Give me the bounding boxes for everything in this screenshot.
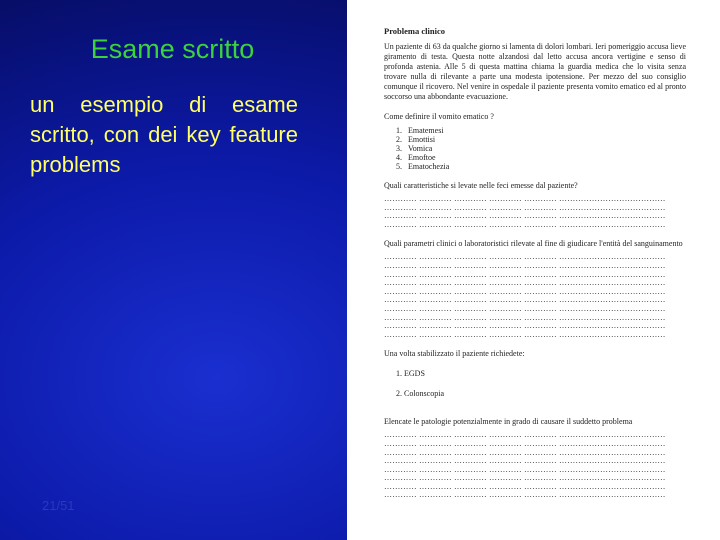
answer-line: ………… ………… ………… ………… ………… …………………………………: [384, 474, 666, 483]
answer-lines-5: [384, 431, 686, 500]
answer-line: ………… ………… ………… ………… ………… …………………………………: [384, 465, 666, 474]
question-4-option: 2. Colonscopia: [396, 389, 444, 399]
answer-line: ………… ………… ………… ………… ………… …………………………………: [384, 313, 666, 322]
page-number: 21/51: [42, 498, 75, 513]
answer-line: ………… ………… ………… ………… ………… …………………………………: [384, 431, 666, 440]
answer-line: ………… ………… ………… ………… ………… …………………………………: [384, 322, 666, 331]
question-2: Quali caratteristiche si levate nelle feci emesse dal paziente?: [384, 181, 578, 190]
option-item: 3. Vomica: [404, 144, 686, 153]
answer-line: ………… ………… ………… ………… ………… …………………………………: [384, 457, 666, 466]
question-5: Elencate le patologie potenzialmente in grado di causare il suddetto problema: [384, 417, 633, 427]
option-item: 2. Emottisi: [404, 135, 686, 144]
answer-line: ………… ………… ………… ………… ………… …………………………………: [384, 287, 666, 296]
answer-line: ………… ………… ………… ………… ………… …………………………………: [384, 261, 666, 270]
answer-line: ………… ………… ………… ………… ………… …………………………………: [384, 270, 666, 279]
answer-lines-2: [384, 195, 686, 229]
answer-line: ………… ………… ………… ………… ………… …………………………………: [384, 491, 666, 500]
option-item: 1. Ematemesi: [404, 126, 686, 135]
answer-line: ………… ………… ………… ………… ………… …………………………………: [384, 195, 666, 203]
question-4-option: 1. EGDS: [396, 369, 425, 379]
slide-title: Esame scritto: [90, 34, 255, 64]
case-description: Un paziente di 63 da qualche giorno si lamenta di dolori lombari. Ieri pomeriggio accusa lieve giramento di testa. Questa notte alzandosi dal letto accusa ancora vertigine e senso di profonda astenia. Alle 5 di questa mattina chiama la guardia medica che lo visita senza trovare nulla di rilevante a parte una modesta ipotensione. Per mezzo del suo consiglio comunque il ricovero. Nel venire in ospedale il paziente presenta vomito ematico ed al pronto soccorso una abbondante evacuazione.: [384, 42, 686, 101]
exam-document-image: [347, 0, 720, 540]
answer-line: ………… ………… ………… ………… ………… …………………………………: [384, 220, 666, 229]
question-1-options: [384, 126, 686, 171]
question-1: Come definire il vomito ematico ?: [384, 112, 494, 121]
answer-line: ………… ………… ………… ………… ………… …………………………………: [384, 212, 666, 221]
document-heading: Problema clinico: [384, 26, 445, 36]
exam-document-content: [384, 26, 686, 500]
answer-lines-3: [384, 253, 686, 339]
slide-subtitle: un esempio di esame scritto, con dei key feature problems: [30, 92, 298, 177]
question-4: Una volta stabilizzato il paziente richiedete:: [384, 349, 525, 359]
answer-line: ………… ………… ………… ………… ………… …………………………………: [384, 296, 666, 305]
answer-line: ………… ………… ………… ………… ………… …………………………………: [384, 253, 666, 262]
answer-line: ………… ………… ………… ………… ………… …………………………………: [384, 203, 666, 212]
answer-line: ………… ………… ………… ………… ………… …………………………………: [384, 279, 666, 288]
answer-line: ………… ………… ………… ………… ………… …………………………………: [384, 482, 666, 491]
answer-line: ………… ………… ………… ………… ………… …………………………………: [384, 330, 666, 339]
answer-line: ………… ………… ………… ………… ………… …………………………………: [384, 448, 666, 457]
option-item: 5. Ematochezia: [404, 162, 686, 171]
answer-line: ………… ………… ………… ………… ………… …………………………………: [384, 439, 666, 448]
option-item: 4. Emoftoe: [404, 153, 686, 162]
question-3: Quali parametri clinici o laboratoristici rilevate al fine di giudicare l'entità del sanguinamento: [384, 239, 683, 249]
answer-line: ………… ………… ………… ………… ………… …………………………………: [384, 304, 666, 313]
